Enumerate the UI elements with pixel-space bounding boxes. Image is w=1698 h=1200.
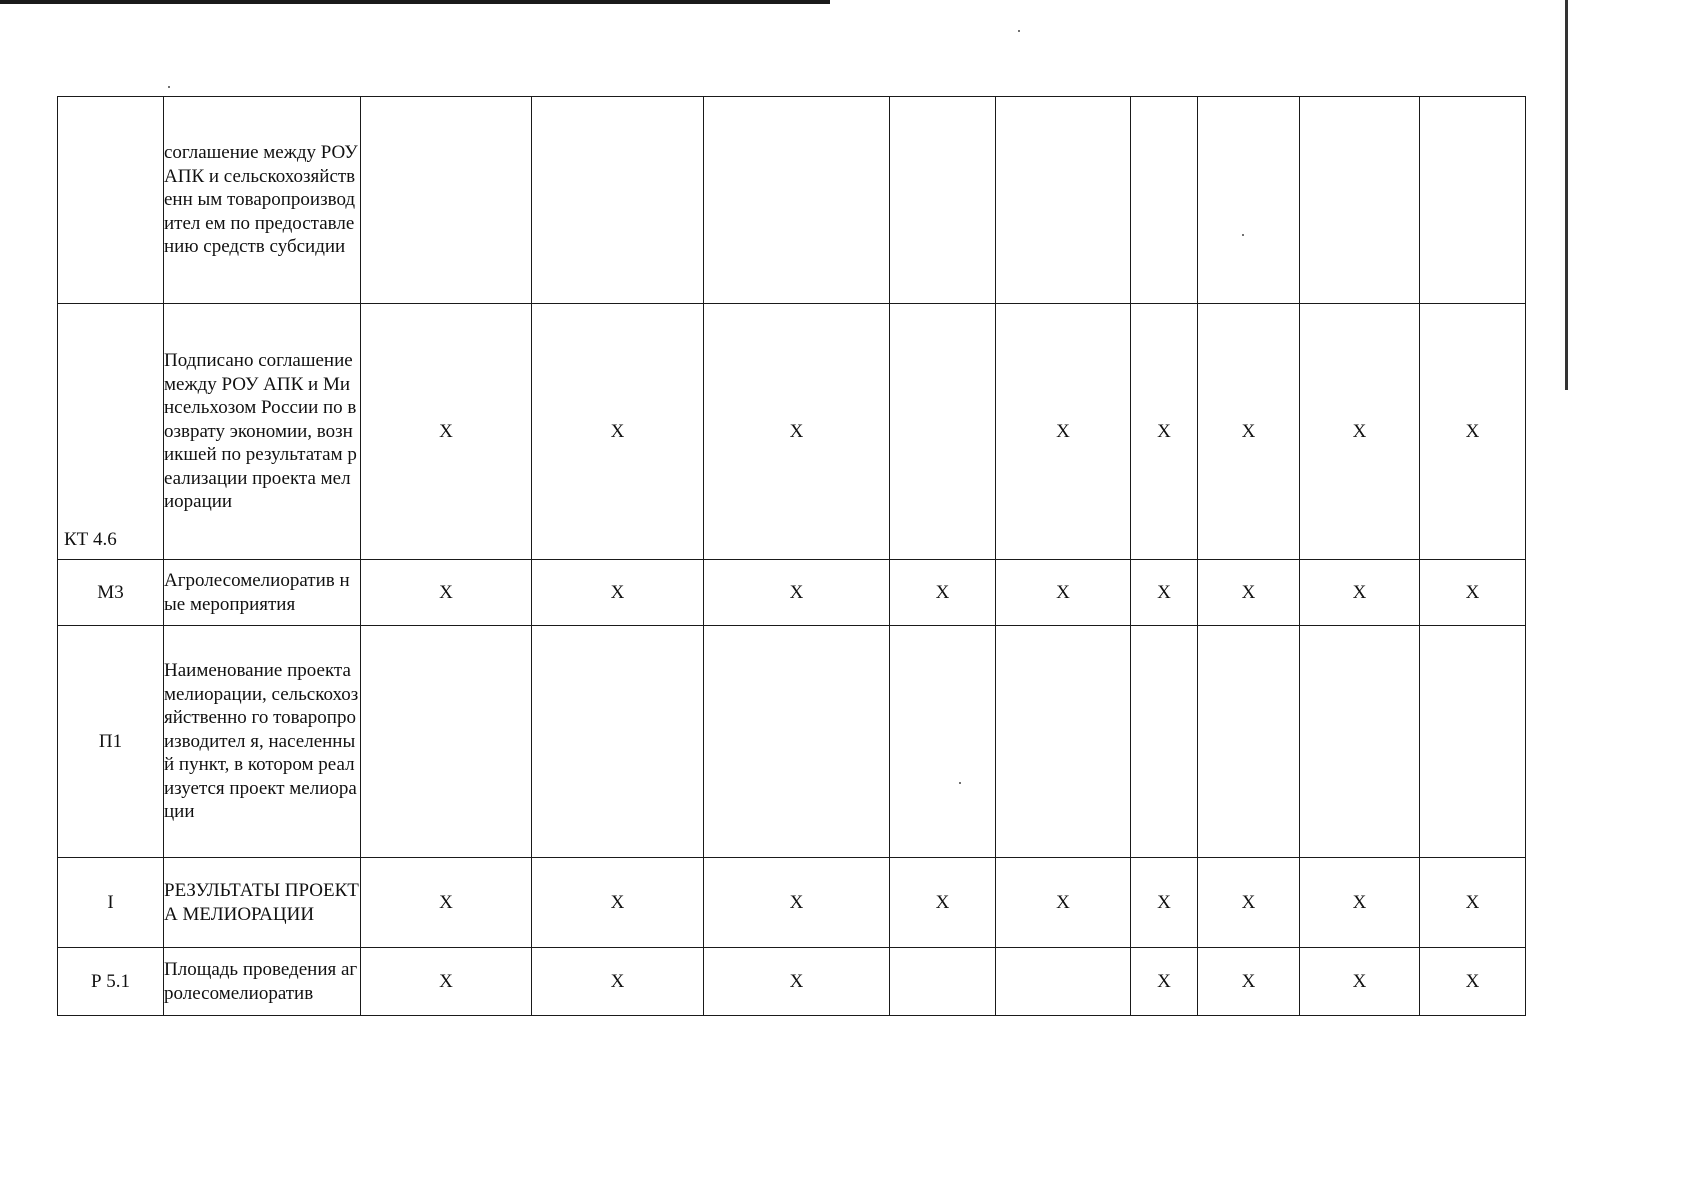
table-row	[58, 560, 1526, 626]
mark-cell	[532, 626, 704, 858]
mark-cell	[1300, 97, 1420, 304]
mark-cell	[996, 626, 1131, 858]
measures-table	[57, 96, 1526, 1016]
row-name: Площадь проведения агролесомелиоратив	[164, 948, 361, 1016]
mark-cell	[890, 97, 996, 304]
mark-cell: X	[1198, 304, 1300, 560]
row-name: Наименование проекта мелиорации, сельскохозяйственно го товаропроизводител я, населенный пункт, в котором реализуется проект мелиорации	[164, 626, 361, 858]
row-code	[58, 97, 164, 304]
mark-cell	[996, 97, 1131, 304]
mark-cell: X	[532, 560, 704, 626]
mark-cell: X	[1420, 858, 1526, 948]
row-name: Подписано соглашение между РОУ АПК и Минсельхозом России по возврату экономии, возникшей по результатам реализации проекта мелиорации	[164, 304, 361, 560]
table-body	[58, 97, 1526, 1016]
mark-cell	[1131, 97, 1198, 304]
mark-cell: X	[704, 304, 890, 560]
mark-cell: X	[1131, 560, 1198, 626]
mark-cell: X	[361, 560, 532, 626]
row-code: М3	[58, 560, 164, 626]
row-name: Агролесомелиоратив ные мероприятия	[164, 560, 361, 626]
mark-cell: X	[1198, 948, 1300, 1016]
mark-cell: X	[532, 948, 704, 1016]
mark-cell: X	[1300, 948, 1420, 1016]
mark-cell: X	[890, 858, 996, 948]
mark-cell: X	[1198, 858, 1300, 948]
mark-cell: X	[1300, 858, 1420, 948]
mark-cell	[1420, 626, 1526, 858]
mark-cell: X	[996, 858, 1131, 948]
scan-edge-right	[1565, 0, 1568, 390]
mark-cell: X	[704, 560, 890, 626]
mark-cell	[1198, 626, 1300, 858]
row-name: РЕЗУЛЬТАТЫ ПРОЕКТА МЕЛИОРАЦИИ	[164, 858, 361, 948]
table-row	[58, 948, 1526, 1016]
mark-cell	[704, 97, 890, 304]
mark-cell	[532, 97, 704, 304]
scan-speck	[1018, 30, 1020, 32]
table-row	[58, 626, 1526, 858]
mark-cell	[704, 626, 890, 858]
mark-cell: X	[996, 560, 1131, 626]
mark-cell	[890, 304, 996, 560]
row-code: Р 5.1	[58, 948, 164, 1016]
mark-cell: X	[1420, 304, 1526, 560]
row-code: П1	[58, 626, 164, 858]
mark-cell: X	[1300, 560, 1420, 626]
mark-cell: X	[704, 858, 890, 948]
mark-cell: X	[532, 304, 704, 560]
mark-cell: X	[704, 948, 890, 1016]
mark-cell	[890, 948, 996, 1016]
mark-cell	[996, 948, 1131, 1016]
mark-cell: X	[1420, 560, 1526, 626]
table-row	[58, 858, 1526, 948]
row-code: КТ 4.6	[58, 304, 164, 560]
mark-cell: X	[532, 858, 704, 948]
table-row	[58, 304, 1526, 560]
mark-cell	[361, 626, 532, 858]
mark-cell: X	[1131, 858, 1198, 948]
mark-cell	[890, 626, 996, 858]
row-code: I	[58, 858, 164, 948]
mark-cell	[1300, 626, 1420, 858]
mark-cell: X	[1131, 304, 1198, 560]
mark-cell: X	[1198, 560, 1300, 626]
mark-cell: X	[1420, 948, 1526, 1016]
mark-cell: X	[361, 948, 532, 1016]
scan-edge-top	[0, 0, 830, 4]
mark-cell	[1198, 97, 1300, 304]
mark-cell	[361, 97, 532, 304]
mark-cell: X	[1300, 304, 1420, 560]
scan-speck	[168, 86, 170, 88]
mark-cell: X	[890, 560, 996, 626]
mark-cell	[1420, 97, 1526, 304]
mark-cell: X	[1131, 948, 1198, 1016]
mark-cell: X	[361, 858, 532, 948]
mark-cell	[1131, 626, 1198, 858]
table-row	[58, 97, 1526, 304]
mark-cell: X	[361, 304, 532, 560]
row-name: соглашение между РОУ АПК и сельскохозяйственн ым товаропроизводител ем по предоставлению средств субсидии	[164, 97, 361, 304]
mark-cell: X	[996, 304, 1131, 560]
